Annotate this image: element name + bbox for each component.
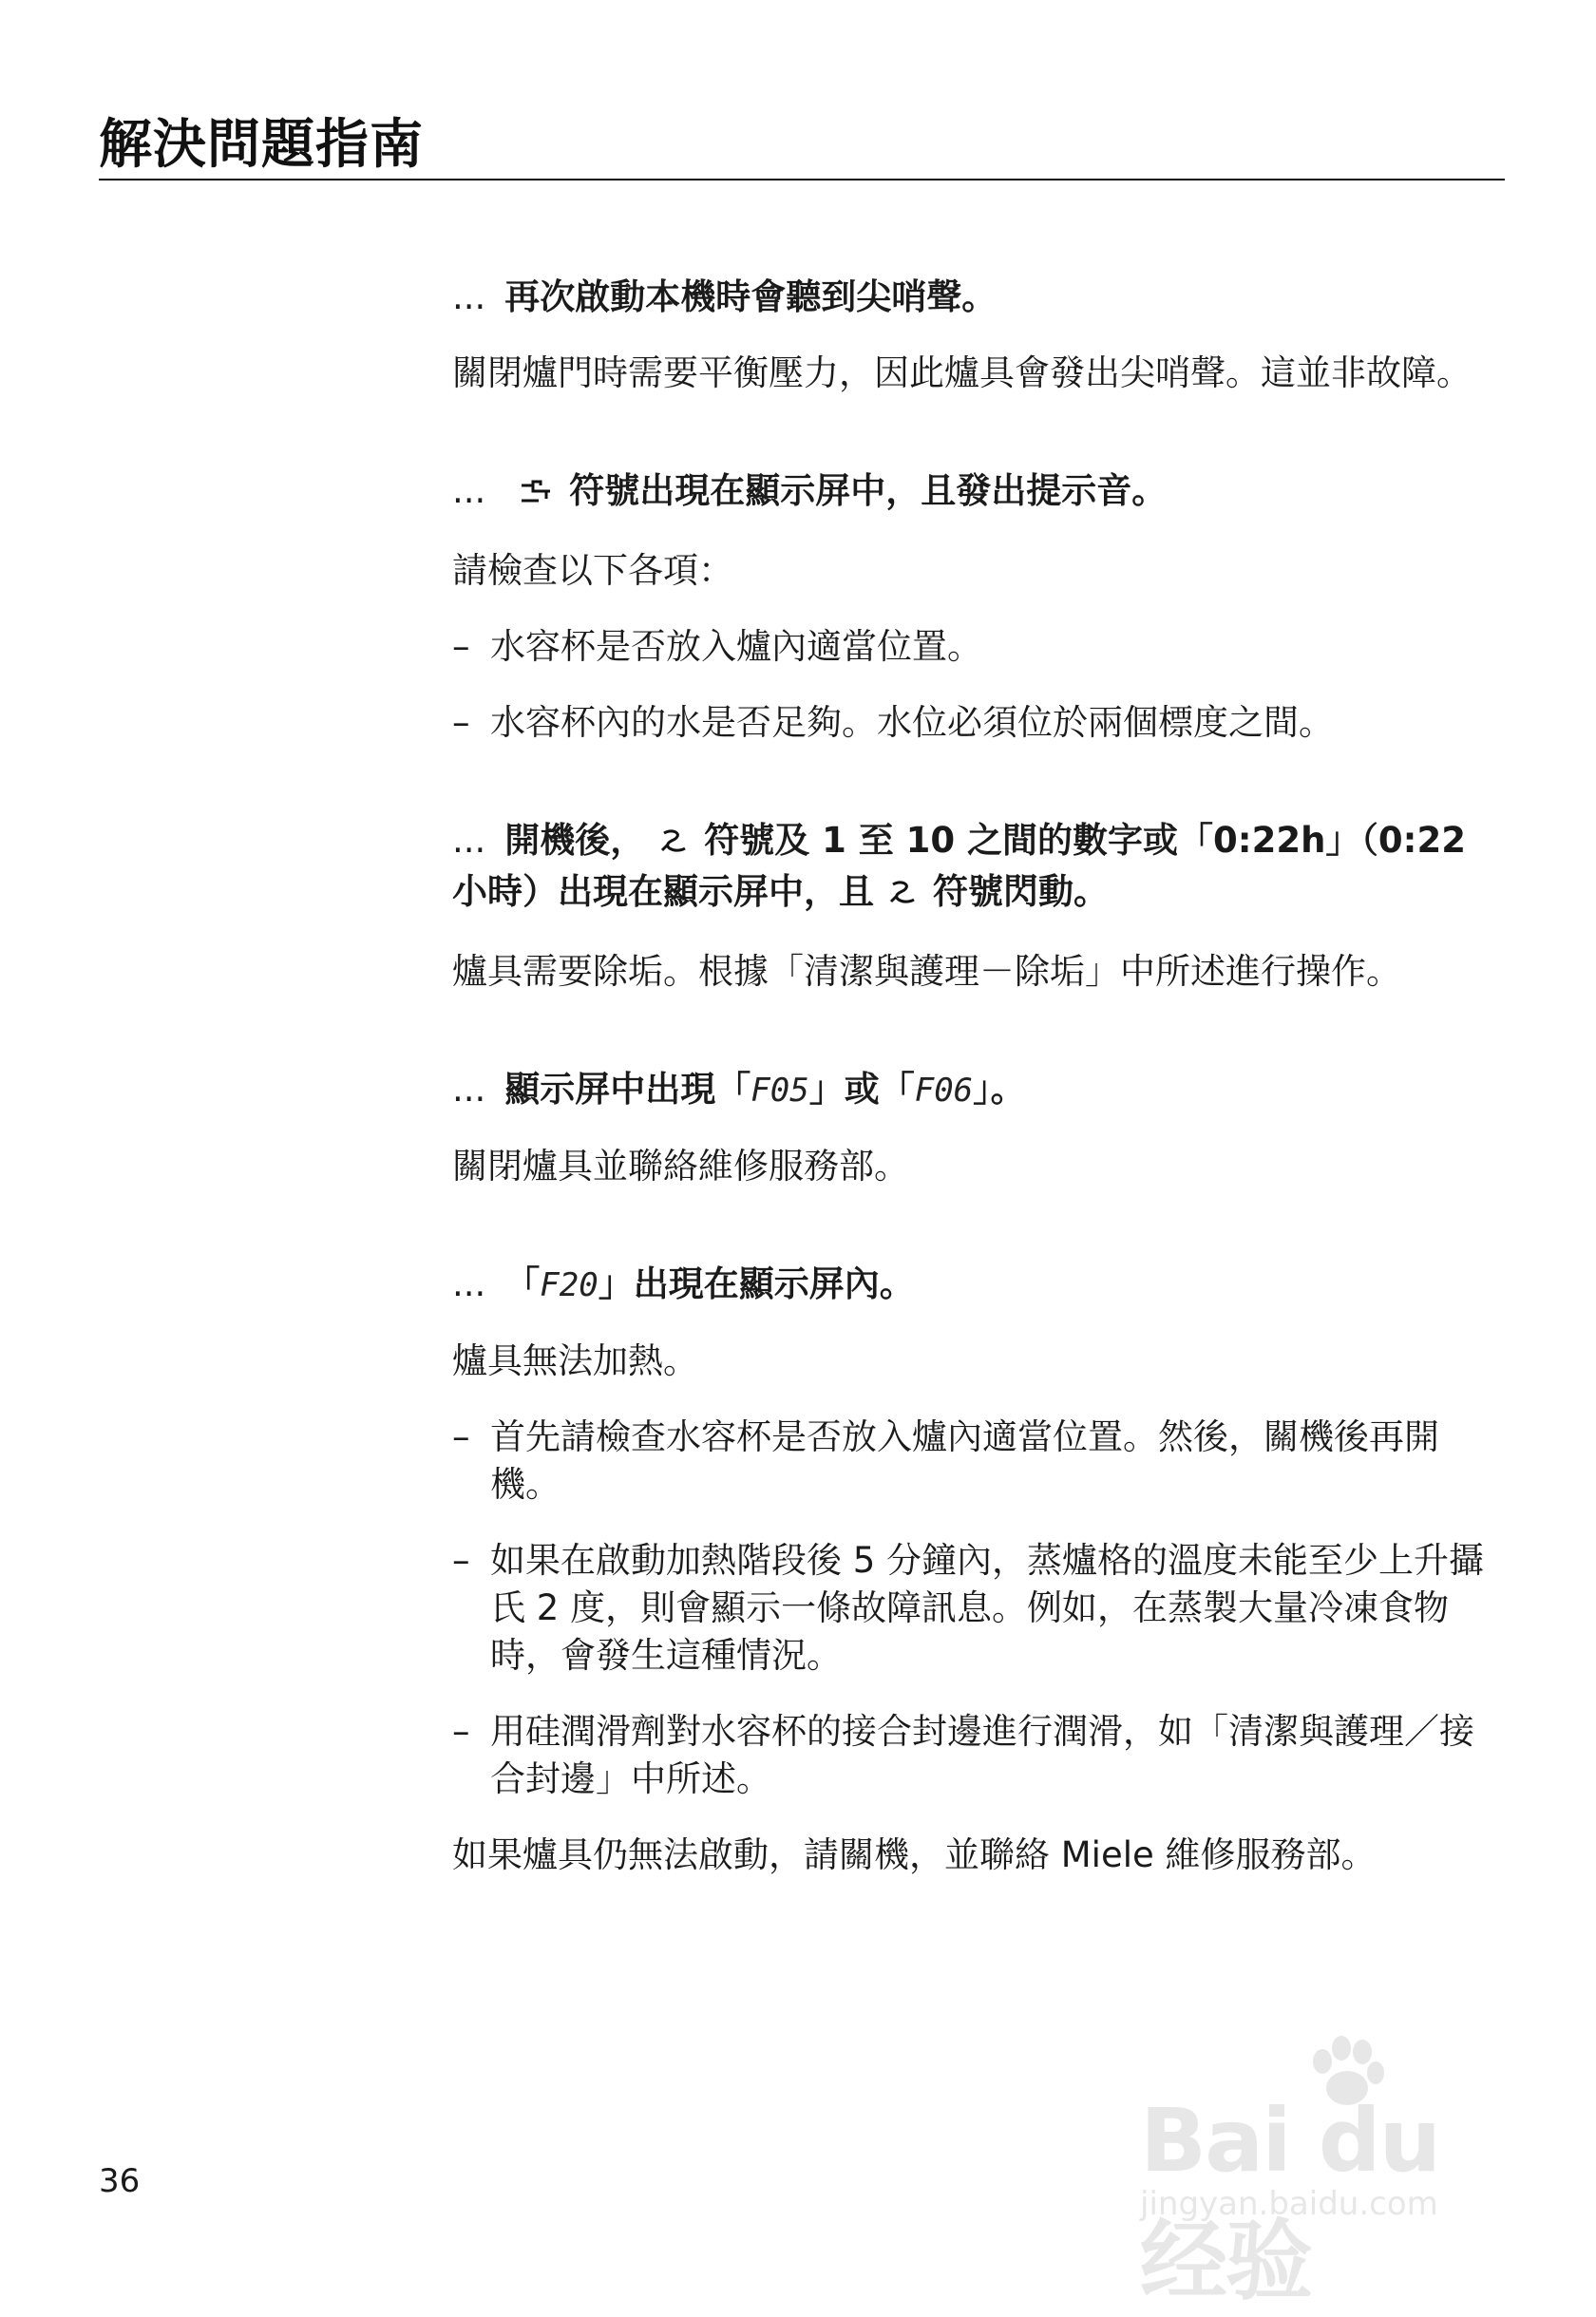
section-paragraph: 關閉爐具並聯絡維修服務部。 bbox=[452, 1146, 909, 1187]
descale-icon bbox=[658, 821, 691, 868]
page-title: 解決問題指南 bbox=[99, 114, 424, 176]
heading-text: 符號及 1 至 10 之間的數字或「0:22h」（0:22 小時）出現在顯示屏中，且 bbox=[452, 820, 1466, 912]
heading-dots: ... bbox=[452, 1069, 486, 1110]
section-heading: ... 顯示屏中出現「F05」或「F06」。 bbox=[452, 1069, 1026, 1110]
list-item: – 如果在啟動加熱階段後 5 分鐘內，蒸爐格的溫度未能至少上升攝氏 2 度，則會顯示一條故障訊息。例如，在蒸製大量冷凍食物時，會發生這種情況。 bbox=[452, 1540, 1485, 1676]
list-item: – 水容杯是否放入爐內適當位置。 bbox=[452, 626, 982, 667]
page-number: 36 bbox=[99, 2162, 141, 2200]
list-item: – 水容杯內的水是否足夠。水位必須位於兩個標度之間。 bbox=[452, 702, 1334, 743]
section-paragraph: 請檢查以下各項： bbox=[452, 550, 733, 591]
heading-dots: ... bbox=[452, 820, 486, 861]
section-heading bbox=[452, 467, 1488, 519]
section-paragraph: 關閉爐門時需要平衡壓力，因此爐具會發出尖哨聲。這並非故障。 bbox=[452, 352, 1472, 393]
heading-text: 再次啟動本機時會聽到尖哨聲。 bbox=[504, 276, 998, 317]
heading-dots: ... bbox=[452, 470, 486, 511]
closing-paragraph: 如果爐具仍無法啟動，請關機，並聯絡 Miele 維修服務部。 bbox=[452, 1834, 1377, 1875]
heading-text: 開機後， bbox=[504, 820, 646, 861]
baidu-watermark bbox=[1121, 2033, 1520, 2312]
section-heading: ... 「F20」出現在顯示屏內。 bbox=[452, 1263, 915, 1304]
section-paragraph: 爐具無法加熱。 bbox=[452, 1340, 698, 1381]
error-code: F06 bbox=[914, 1072, 974, 1110]
heading-text: 符號出現在顯示屏中，且發出提示音。 bbox=[569, 470, 1168, 511]
heading-text: 符號閃動。 bbox=[933, 871, 1109, 912]
section-heading bbox=[452, 817, 1488, 920]
section-heading bbox=[452, 274, 1488, 321]
watermark-url: jingyan.baidu.com bbox=[1140, 2185, 1438, 2223]
list-item: – 用硅潤滑劑對水容杯的接合封邊進行潤滑，如「清潔與護理／接合封邊」中所述。 bbox=[452, 1711, 1474, 1799]
error-code: F20 bbox=[540, 1266, 598, 1304]
troubleshooting-content bbox=[452, 274, 1488, 1908]
heading-dots: ... bbox=[452, 276, 486, 317]
list-item: – 首先請檢查水容杯是否放入爐內適當位置。然後，關機後再開機。 bbox=[452, 1416, 1439, 1505]
descale-icon bbox=[887, 872, 920, 920]
title-divider bbox=[99, 179, 1505, 180]
error-code: F05 bbox=[750, 1072, 809, 1110]
water-tap-icon bbox=[518, 471, 556, 519]
section-paragraph: 爐具需要除垢。根據「清潔與護理－除垢」中所述進行操作。 bbox=[452, 951, 1401, 992]
watermark-brand: Bai du 经验 bbox=[1140, 2090, 1440, 2312]
heading-dots: ... bbox=[452, 1263, 486, 1304]
